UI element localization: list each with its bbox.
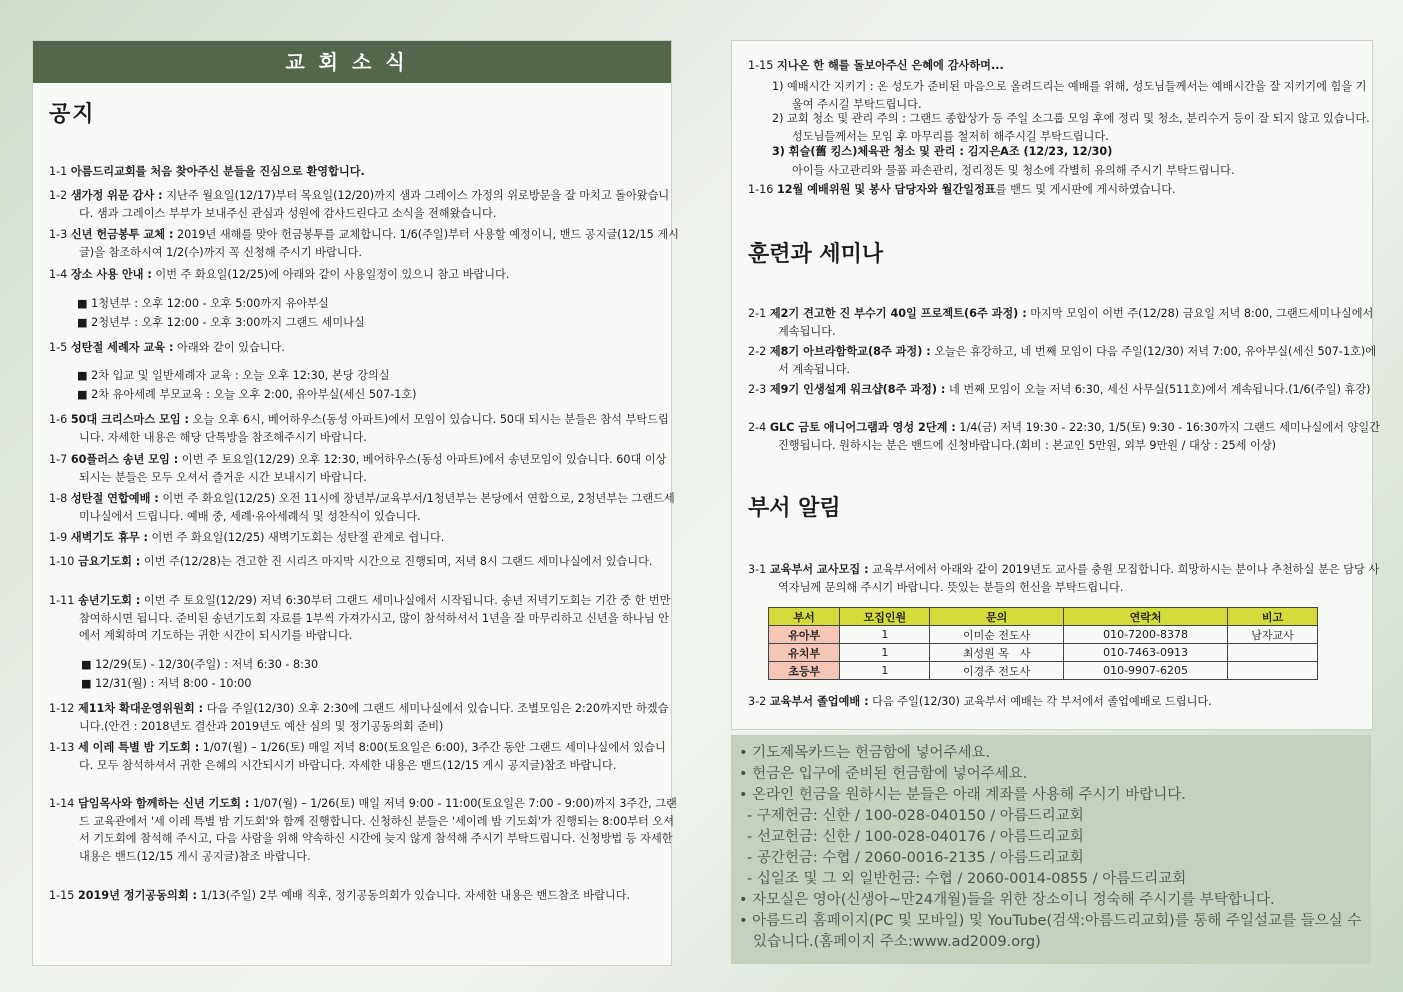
table-header: 모집인원 xyxy=(840,608,930,626)
sub-item-1: 1) 예배시간 지키기 : 온 성도가 준비된 마음으로 올려드리는 예배를 위해, 성도님들께서는 예배시간을 잘 지키기에 힘을 기울여 주시길 부탁드립니다. xyxy=(772,80,1367,111)
table-row xyxy=(769,644,1318,662)
table-cell xyxy=(1228,662,1318,680)
table-cell: 010-9907-6205 xyxy=(1064,662,1228,680)
notice-1-3: 1-3 신년 헌금봉투 교체 : 2019년 새해를 맞아 헌금봉투를 교체합니다. 1/6(주일)부터 사용할 예정이니, 밴드 공지글(12/15 게시글)을 참조하시여 1/2(수)까지 꼭 신청해 주시기 바랍니다. xyxy=(49,228,679,259)
training-title: 훈련과 세미나 xyxy=(748,242,884,267)
church-news-header: 교회소식 xyxy=(33,41,671,83)
training-2-4: 2-4 GLC 금토 애니어그램과 영성 2단계 : 1/4(금) 저녁 19:30 - 22:30, 1/5(토) 9:30 - 16:30까지 그랜드 세미나실에서 양일간 진행됩니다. 원하시는 분은 밴드에 신청바랍니다.(회비 : 본교인 5만원, 외부 9만원 / 대상 : 25세 이상) xyxy=(748,421,1380,452)
teacher-recruit-table xyxy=(768,607,1318,680)
training-2-3: 2-3 제9기 인생설계 워크샵(8주 과정) : 네 번째 모임이 오늘 저녁 6:30, 세신 사무실(511호)에서 계속됩니다.(1/6(주일) 휴강) xyxy=(748,383,1371,396)
note-item: • 자모실은 영아(신생아~만24개월)들을 위한 장소이니 정숙해 주시기를 부탁합니다. xyxy=(739,892,1275,908)
right-panel xyxy=(731,40,1380,730)
table-cell: 이미순 전도사 xyxy=(930,626,1064,644)
left-panel xyxy=(32,40,679,966)
notice-1-11: 1-11 송년기도회 : 이번 주 토요일(12/29) 저녁 6:30부터 그랜드 세미나실에서 시작됩니다. 송년 저녁기도회는 기간 중 한 번만 참여하시면 됩니다. 준비된 송년기도회 자료를 1부씩 가져가시고, 많이 참석하셔서 1년을 잘 마무리하고 신년을 하나님 안에서 계획하며 기도하는 귀한 시간이 되시기를 바랍니다. xyxy=(49,594,671,642)
notice-1-1: 1-1 아름드리교회를 처음 찾아주신 분들을 진심으로 환영합니다. xyxy=(49,165,365,178)
account-item: - 구제헌금: 신한 / 100-028-040150 / 아름드리교회 xyxy=(747,808,1084,824)
table-cell: 1 xyxy=(840,644,930,662)
note-item: • 아름드리 홈페이지(PC 및 모바일) 및 YouTube(검색:아름드리교회)를 통해 주일설교를 들으실 수 있습니다.(홈페이지 주소:www.ad2009.org) xyxy=(739,913,1362,950)
sub-item-3: 3) 휘슬(舊 킹스)체육관 청소 및 관리 : 김지은A조 (12/23, 12/30) xyxy=(772,145,1113,158)
note-item: • 기도제목카드는 헌금함에 넣어주세요. xyxy=(739,745,991,761)
table-cell: 유아부 xyxy=(769,626,840,644)
sub-item-2: 2) 교회 청소 및 관리 주의 : 그랜드 종합상가 등 주일 소그룹 모임 후에 정리 및 청소, 분리수거 등이 잘 되지 않고 있습니다. 성도님들께서는 모임 후 마무리를 철저히 해주시길 부탁드립니다. xyxy=(772,112,1370,143)
notice-1-14: 1-14 담임목사와 함께하는 신년 기도회 : 1/07(월) – 1/26(토) 매일 저녁 9:00 - 11:00(토요일은 7:00 - 9:00)까지 3주간, 그랜드 교육관에서 '세 이레 특별 밤 기도회'와 함께 진행합니다. 신청하신 분들은 '세이레 밤 기도회'가 진행되는 8:00부터 오셔서 기도회에 참석해 주시고, 다음 사람을 위해 약속하신 시간에 늦지 않게 참석해 주시기 부탁드립니다. 신청방법 등 자세한 내용은 밴드(12/15 게시 공지글)참조 바랍니다. xyxy=(49,797,677,863)
table-header: 문의 xyxy=(930,608,1064,626)
announcements-box xyxy=(731,735,1371,964)
table-row xyxy=(769,662,1318,680)
table-cell: 최성원 목 사 xyxy=(930,644,1064,662)
table-cell: 유치부 xyxy=(769,644,840,662)
training-2-2: 2-2 제8기 아브라함학교(8주 과정) : 오늘은 휴강하고, 네 번째 모임이 다음 주일(12/30) 저녁 7:00, 유아부실(세신 507-1호)에서 계속됩니다. xyxy=(748,345,1377,376)
sub-item-3-detail: 아이들 사고관리와 물품 파손관리, 정리정돈 및 청소에 각별히 유의해 주시기 부탁드립니다. xyxy=(792,164,1235,177)
note-item: • 온라인 헌금을 원하시는 분들은 아래 계좌를 사용해 주시기 바랍니다. xyxy=(739,787,1186,803)
dept-3-2: 3-2 교육부서 졸업예배 : 다음 주일(12/30) 교육부서 예배는 각 부서에서 졸업예배로 드립니다. xyxy=(748,695,1212,708)
bullet-1-5-b: ■ 2차 유아세례 부모교육 : 오늘 오후 2:00, 유아부실(세신 507-1호) xyxy=(77,388,417,401)
notice-1-2: 1-2 샘가정 위문 감사 : 지난주 월요일(12/17)부터 목요일(12/20)까지 샘과 그레이스 가정의 위로방문을 잘 마치고 돌아왔습니다. 샘과 그레이스 부부가 보내주신 관심과 성원에 감사드린다고 소식을 전해왔습니다. xyxy=(49,189,670,220)
account-item: - 공간헌금: 수협 / 2060-0016-2135 / 아름드리교회 xyxy=(747,850,1084,866)
notice-1-16: 1-16 12월 예배위원 및 봉사 담당자와 월간일정표를 밴드 및 게시판에 게시하였습니다. xyxy=(748,183,1176,196)
account-item: - 선교헌금: 신한 / 100-028-040176 / 아름드리교회 xyxy=(747,829,1084,845)
notice-1-15-thanks: 1-15 지나온 한 해를 돌보아주신 은혜에 감사하며... xyxy=(748,59,1004,72)
bullet-1-5-a: ■ 2차 입교 및 일반세례자 교육 : 오늘 오후 12:30, 본당 강의실 xyxy=(77,369,390,382)
table-cell: 010-7200-8378 xyxy=(1064,626,1228,644)
table-cell: 1 xyxy=(840,626,930,644)
table-header-row xyxy=(769,608,1318,626)
notice-1-6: 1-6 50대 크리스마스 모임 : 오늘 오후 6시, 베어하우스(동성 아파트)에서 모임이 있습니다. 50대 되시는 분들은 참석 부탁드립니다. 자세한 내용은 해당 단톡방을 참조해주시기 바랍니다. xyxy=(49,413,669,444)
table-row xyxy=(769,626,1318,644)
training-2-1: 2-1 제2기 견고한 진 부수기 40일 프로젝트(6주 과정) : 마지막 모임이 이번 주(12/28) 금요일 저녁 8:00, 그랜드세미나실에서 계속됩니다. xyxy=(748,307,1374,338)
table-cell: 이경주 전도사 xyxy=(930,662,1064,680)
table-header: 비고 xyxy=(1228,608,1318,626)
notice-1-5: 1-5 성탄절 세례자 교육 : 아래와 같이 있습니다. xyxy=(49,341,285,354)
table-header: 부서 xyxy=(769,608,840,626)
notice-1-7: 1-7 60플러스 송년 모임 : 이번 주 토요일(12/29) 오후 12:30, 베어하우스(동성 아파트)에서 송년모임이 있습니다. 60대 이상 되시는 분들은 모두 오셔서 즐거운 시간 보내시기 바랍니다. xyxy=(49,453,667,484)
table-cell: 초등부 xyxy=(769,662,840,680)
notice-1-15: 1-15 2019년 정기공동의회 : 1/13(주일) 2부 예배 직후, 정기공동의회가 있습니다. 자세한 내용은 밴드참조 바랍니다. xyxy=(49,889,631,902)
notice-1-12: 1-12 제11차 확대운영위원회 : 다음 주일(12/30) 오후 2:30에 그랜드 세미나실에서 있습니다. 조별모임은 2:20까지만 하겠습니다.(안건 : 2018년도 결산과 2019년도 예산 심의 및 정기공동의회 준비) xyxy=(49,702,669,733)
notice-1-8: 1-8 성탄절 연합예배 : 이번 주 화요일(12/25) 오전 11시에 장년부/교육부서/1청년부는 본당에서 연합으로, 2청년부는 그랜드세미나실에서 드립니다. 예배 중, 세례·유아세례식 및 성찬식이 있습니다. xyxy=(49,492,675,523)
notice-1-9: 1-9 새벽기도 휴무 : 이번 주 화요일(12/25) 새벽기도회는 성탄절 관계로 쉽니다. xyxy=(49,531,445,544)
dept-notice-title: 부서 알림 xyxy=(748,496,841,521)
bullet-1-4-b: ■ 2청년부 : 오후 12:00 - 오후 3:00까지 그랜드 세미나실 xyxy=(77,316,365,329)
notice-1-10: 1-10 금요기도회 : 이번 주(12/28)는 견고한 진 시리즈 마지막 시간으로 진행되며, 저녁 8시 그랜드 세미나실에서 있습니다. xyxy=(49,555,653,568)
table-cell: 1 xyxy=(840,662,930,680)
note-item: • 헌금은 입구에 준비된 헌금함에 넣어주세요. xyxy=(739,766,1028,782)
bullet-1-4-a: ■ 1청년부 : 오후 12:00 - 오후 5:00까지 유아부실 xyxy=(77,297,329,310)
table-cell xyxy=(1228,644,1318,662)
bullet-1-11-a: ■ 12/29(토) - 12/30(주일) : 저녁 6:30 - 8:30 xyxy=(81,658,319,671)
table-cell: 010-7463-0913 xyxy=(1064,644,1228,662)
notice-1-4: 1-4 장소 사용 안내 : 이번 주 화요일(12/25)에 아래와 같이 사용일정이 있으니 참고 바랍니다. xyxy=(49,268,510,281)
bullet-1-11-b: ■ 12/31(월) : 저녁 8:00 - 10:00 xyxy=(81,677,252,690)
notice-title: 공지 xyxy=(49,102,96,127)
table-cell: 남자교사 xyxy=(1228,626,1318,644)
account-item: - 십일조 및 그 외 일반헌금: 수협 / 2060-0014-0855 / 아름드리교회 xyxy=(747,871,1187,887)
notice-1-13: 1-13 세 이레 특별 밤 기도회 : 1/07(월) – 1/26(토) 매일 저녁 8:00(토요일은 6:00), 3주간 동안 그랜드 세미나실에서 있습니다. 모두 참석하셔서 귀한 은혜의 시간되시기 바랍니다. 자세한 내용은 밴드(12/15 게시 공지글)참조 바랍니다. xyxy=(49,741,666,772)
table-header: 연락처 xyxy=(1064,608,1228,626)
dept-3-1: 3-1 교육부서 교사모집 : 교육부서에서 아래와 같이 2019년도 교사를 충원 모집합니다. 희망하시는 분이나 추천하실 분은 담당 사역자님께 문의해 주시기 바랍니다. 뜻있는 분들의 헌신을 부탁드립니다. xyxy=(748,563,1380,594)
